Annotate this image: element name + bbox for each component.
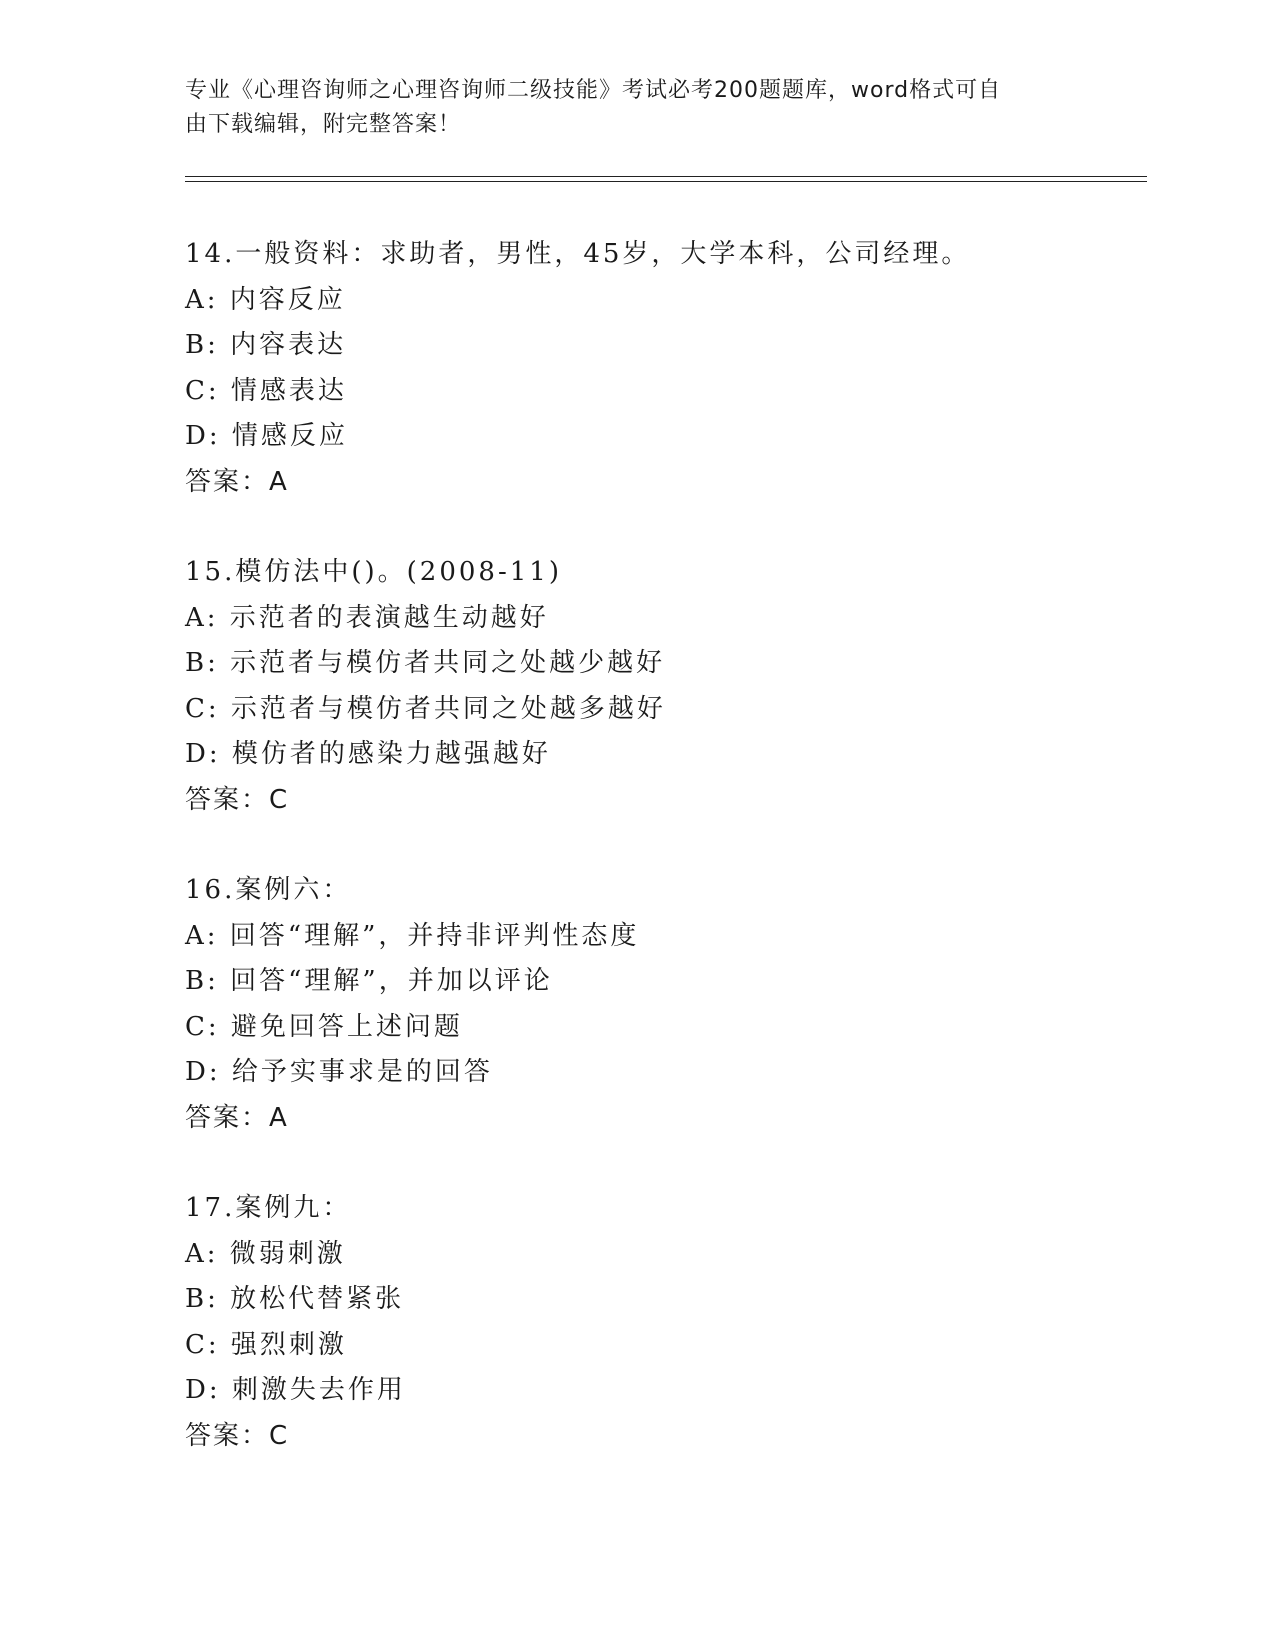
question-stem: 14.一般资料：求助者，男性，45岁，大学本科，公司经理。 — [185, 239, 971, 269]
option-a: A: 内容反应 — [185, 284, 346, 315]
question-stem: 17.案例九： — [185, 1193, 352, 1223]
answer-line: 答案：C — [185, 784, 290, 815]
option-b: B: 放松代替紧张 — [185, 1284, 405, 1314]
option-b: B: 回答“理解”，并加以评论 — [185, 966, 553, 996]
answer-line: 答案：A — [185, 466, 289, 497]
option-c: C: 避免回答上述问题 — [185, 1011, 463, 1042]
header-divider-top — [185, 176, 1147, 177]
question-16 — [185, 868, 1145, 1141]
option-d: D: 刺激失去作用 — [185, 1375, 406, 1405]
option-c: C: 强烈刺激 — [185, 1329, 347, 1360]
option-d: D: 给予实事求是的回答 — [185, 1057, 493, 1087]
option-a: A: 示范者的表演越生动越好 — [185, 602, 549, 633]
option-c: C: 示范者与模仿者共同之处越多越好 — [185, 693, 666, 724]
option-a: A: 回答“理解”，并持非评判性态度 — [185, 920, 640, 951]
header-line-1: 专业《心理咨询师之心理咨询师二级技能》考试必考200题题库，word格式可自 — [185, 78, 1002, 103]
option-a: A: 微弱刺激 — [185, 1238, 346, 1269]
header-line-2: 由下载编辑，附完整答案！ — [185, 112, 462, 137]
question-17 — [185, 1186, 1145, 1459]
option-d: D: 模仿者的感染力越强越好 — [185, 739, 551, 769]
question-14 — [185, 232, 1145, 505]
question-15 — [185, 550, 1145, 823]
option-b: B: 示范者与模仿者共同之处越少越好 — [185, 648, 666, 678]
answer-line: 答案：A — [185, 1102, 289, 1133]
question-stem: 15.模仿法中()。(2008-11) — [185, 557, 562, 587]
answer-line: 答案：C — [185, 1420, 290, 1451]
question-stem: 16.案例六： — [185, 875, 352, 905]
document-header — [185, 74, 1065, 142]
option-d: D: 情感反应 — [185, 421, 348, 451]
question-list — [185, 232, 1145, 1459]
option-b: B: 内容表达 — [185, 330, 347, 360]
header-divider-bottom — [185, 181, 1147, 182]
option-c: C: 情感表达 — [185, 375, 347, 406]
